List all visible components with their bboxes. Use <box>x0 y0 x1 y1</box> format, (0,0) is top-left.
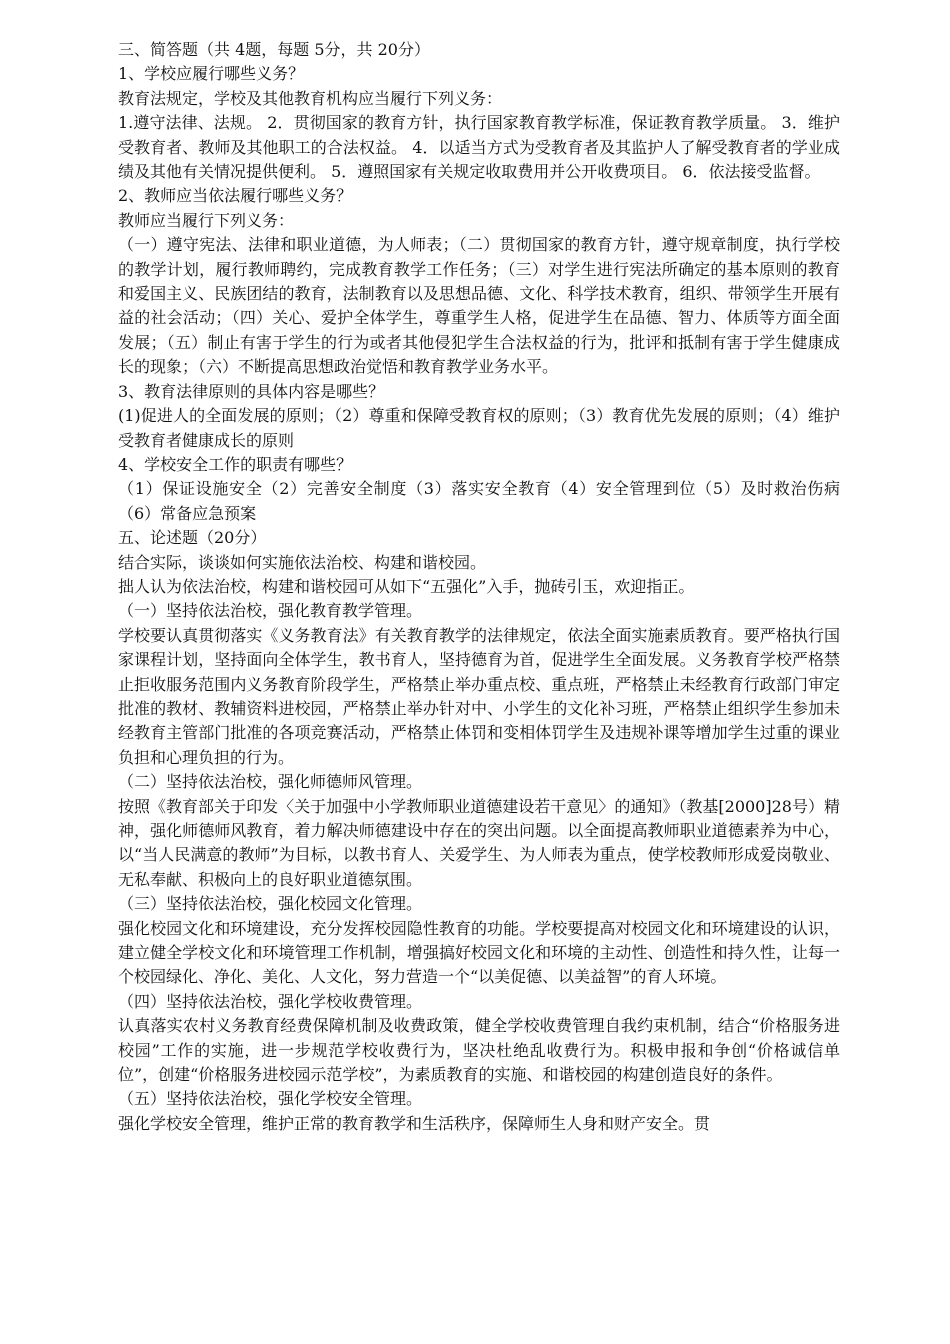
question-2-answer: （一）遵守宪法、法律和职业道德，为人师表；（二）贯彻国家的教育方针，遵守规章制度，执行学校的教学计划，履行教师聘约，完成教育教学工作任务；（三）对学生进行宪法所确定的基本原则的教育和爱国主义、民族团结的教育，法制教育以及思想品德、文化、科学技术教育，组织、带领学生开展有益的社会活动；（四）关心、爱护全体学生，尊重学生人格，促进学生在品德、智力、体质等方面全面发展；（五）制止有害于学生的行为或者其他侵犯学生合法权益的行为，批评和抵制有害于学生健康成长的现象；（六）不断提高思想政治觉悟和教育教学业务水平。 <box>118 235 840 377</box>
question-1-intro: 教育法规定，学校及其他教育机构应当履行下列义务： <box>118 88 503 108</box>
question-4-answer: （1）保证设施安全（2）完善安全制度（3）落实安全教育（4）安全管理到位（5）及时救治伤病（6）常备应急预案 <box>118 479 840 523</box>
essay-point-3-body: 强化校园文化和环境建设，充分发挥校园隐性教育的功能。学校要提高对校园文化和环境建设的认识，建立健全学校文化和环境管理工作机制，增强搞好校园文化和环境的主动性、创造性和持久性，让每一个校园绿化、净化、美化、人文化，努力营造一个“以美促德、以美益智”的育人环境。 <box>118 918 840 987</box>
question-3-answer: (1)促进人的全面发展的原则；（2）尊重和保障受教育权的原则；（3）教育优先发展的原则；（4）维护受教育者健康成长的原则 <box>118 406 840 450</box>
essay-point-3-heading: （三）坚持依法治校，强化校园文化管理。 <box>118 894 423 914</box>
essay-point-1-body: 学校要认真贯彻落实《义务教育法》有关教育教学的法律规定，依法全面实施素质教育。要严格执行国家课程计划，坚持面向全体学生，教书育人，坚持德育为首，促进学生全面发展。义务教育学校严格禁止拒收服务范围内义务教育阶段学生，严格禁止举办重点校、重点班，严格禁止未经教育行政部门审定批准的教材、教辅资料进校园，严格禁止举办针对中、小学生的文化补习班，严格禁止组织学生参加未经教育主管部门批准的各项竞赛活动，严格禁止体罚和变相体罚学生及违规补课等增加学生过重的课业负担和心理负担的行为。 <box>118 625 840 767</box>
essay-prompt: 结合实际，谈谈如何实施依法治校、构建和谐校园。 <box>118 552 487 572</box>
section-5-title: 五、论述题（20分） <box>118 528 267 548</box>
essay-point-2-heading: （二）坚持依法治校，强化师德师风管理。 <box>118 772 423 792</box>
question-4: 4、学校安全工作的职责有哪些？ <box>118 454 353 474</box>
essay-point-4-body: 认真落实农村义务教育经费保障机制及收费政策，健全学校收费管理自我约束机制，结合“价格服务进校园”工作的实施，进一步规范学校收费行为，坚决杜绝乱收费行为。积极申报和争创“价格诚信单位”，创建“价格服务进校园示范学校”，为素质教育的实施、和谐校园的构建创造良好的条件。 <box>118 1016 840 1085</box>
question-2: 2、教师应当依法履行哪些义务？ <box>118 186 353 206</box>
question-2-intro: 教师应当履行下列义务： <box>118 210 295 230</box>
essay-point-5-heading: （五）坚持依法治校，强化学校安全管理。 <box>118 1089 423 1109</box>
section-3-title: 三、简答题（共 4题，每题 5分，共 20分） <box>118 40 430 59</box>
question-1-answer: 1.遵守法律、法规。 2．贯彻国家的教育方针，执行国家教育教学标准，保证教育教学质量。 3．维护受教育者、教师及其他职工的合法权益。 4．以适当方式为受教育者及其监护人了解受教育者的学业成绩及其他有关情况提供便利。 5．遵照国家有关规定收取费用并公开收费项目。 6．依法接受监督。 <box>118 113 840 182</box>
essay-point-4-heading: （四）坚持依法治校，强化学校收费管理。 <box>118 991 423 1011</box>
essay-point-1-heading: （一）坚持依法治校，强化教育教学管理。 <box>118 601 423 621</box>
essay-point-2-body: 按照《教育部关于印发〈关于加强中小学教师职业道德建设若干意见〉的通知》（教基[2000]28号）精神，强化师德师风教育，着力解决师德建设中存在的突出问题。以全面提高教师职业道德素养为中心，以“当人民满意的教师”为目标，以教书育人、关爱学生、为人师表为重点，使学校教师形成爱岗敬业、无私奉献、积极向上的良好职业道德氛围。 <box>118 796 840 889</box>
question-1: 1、学校应履行哪些义务？ <box>118 64 305 84</box>
document-page <box>118 38 840 1136</box>
essay-point-5-body: 强化学校安全管理，维护正常的教育教学和生活秩序，保障师生人身和财产安全。贯 <box>118 1113 711 1133</box>
question-3: 3、教育法律原则的具体内容是哪些？ <box>118 381 385 401</box>
essay-intro: 拙人认为依法治校，构建和谐校园可从如下“五强化”入手，抛砖引玉，欢迎指正。 <box>118 576 695 596</box>
